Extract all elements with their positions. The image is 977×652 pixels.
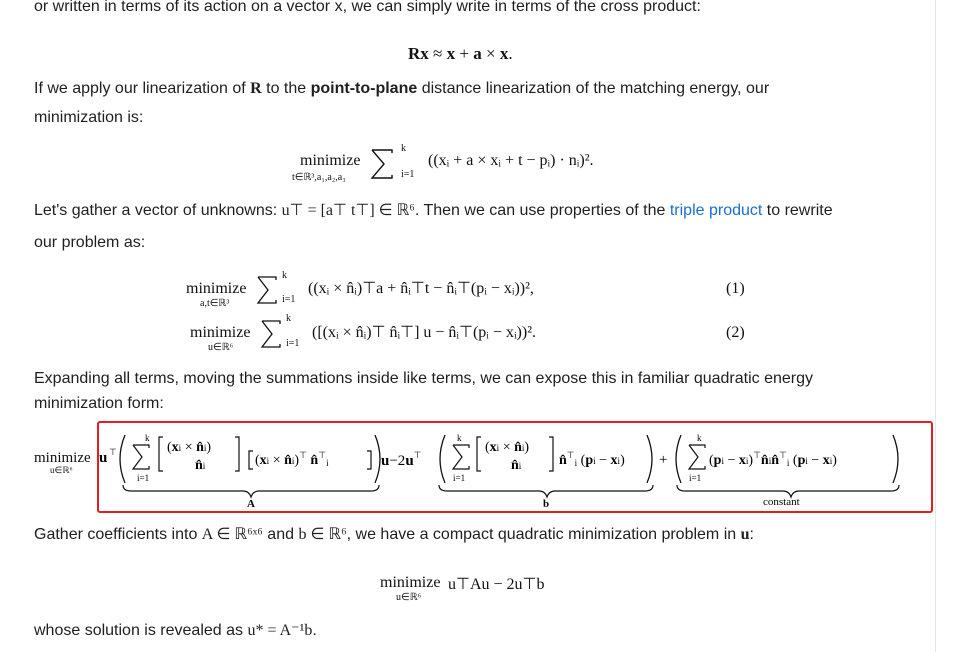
eq2-tag: (2) [726, 324, 745, 341]
eq2-subscript: u∈ℝ⁶ [208, 342, 234, 353]
brace-label-constant: constant [763, 496, 800, 508]
eq1-minimize-word: minimize [186, 280, 247, 297]
triple-product-link[interactable]: triple product [669, 202, 763, 219]
sum-lower: i=1 [401, 169, 415, 180]
eq2-body: ([(xᵢ × n̂ᵢ)⊤ n̂ᵢ⊤] u − n̂ᵢ⊤(pᵢ − xᵢ))². [312, 324, 537, 341]
equation-cross-product: Rx ≈ x + a × x. [408, 44, 513, 63]
svg-text:n̂⊤i (pi − xi): $n̂^⊤_i$ (pi − xi) [559, 450, 625, 468]
big-eq-minimize-word: minimize [34, 450, 91, 466]
paragraph-gather-line2: our problem as: [34, 234, 146, 251]
svg-text:(pi − xi)⊤n̂in̂⊤i (pi − xi): $(pi - xi)^⊤n̂in̂^⊤_i$ (pi − xi) [709, 450, 837, 468]
svg-text:i=1: i=1 [689, 473, 702, 483]
paragraph-expanding-line2: minimization form: [34, 395, 164, 412]
svg-text:(xi × n̂i): (xi × n̂i) [167, 440, 212, 455]
paragraph-cross-product: or written in terms of its action on a vector x, we can simply write in terms of the cross product: [34, 0, 701, 15]
final-eq-minimize-word: minimize [380, 574, 441, 591]
big-eq-subscript: u∈ℝ⁶ [50, 465, 73, 475]
paragraph-expanding: Expanding all terms, moving the summations inside like terms, we can expose this in familiar quadratic energy [34, 370, 814, 387]
minimize-subscript: t∈ℝ³,a₁,a₂,a₃ [292, 172, 346, 183]
svg-text:k: k [697, 433, 702, 443]
paragraph-solution: whose solution is revealed as u* = A⁻¹b. [34, 622, 317, 639]
svg-text:k: k [145, 433, 150, 443]
svg-text:u: u [99, 450, 108, 466]
svg-text:(xi × n̂i)⊤ n̂⊤i: (xi × n̂i)⊤ $n̂^⊤_i$ [255, 450, 329, 468]
svg-text:i=1: i=1 [137, 473, 150, 483]
eq2-summation [258, 316, 288, 352]
summation-symbol [368, 144, 428, 184]
eq1-tag: (1) [726, 280, 745, 297]
brace-label-b: b [543, 498, 550, 510]
sum-upper: k [401, 143, 406, 154]
eq1-summation [254, 272, 284, 308]
svg-text:⊤: ⊤ [109, 447, 117, 457]
final-eq-subscript: u∈ℝ⁶ [396, 592, 422, 603]
paragraph-apply-linearization: If we apply our linearization of R to the point-to-plane distance linearization of the matching energy, our [34, 80, 770, 97]
final-eq-body: u⊤Au − 2u⊤b [448, 576, 545, 593]
svg-text:+: + [659, 452, 668, 468]
eq1-sum-lower: i=1 [282, 294, 296, 305]
eq1-subscript: a,t∈ℝ³ [200, 298, 230, 309]
equation-minimize-energy [300, 152, 360, 170]
highlight-box [97, 421, 933, 513]
paragraph-gather-unknowns: Let's gather a vector of unknowns: u⊤ = [a⊤ t⊤] ∈ ℝ⁶. Then we can use properties of the triple product to rewrite [34, 202, 833, 219]
scrollbar-track[interactable] [935, 0, 936, 652]
paragraph-gather-coefficients: Gather coefficients into A ∈ ℝ⁶ˣ⁶ and b ∈ ℝ⁶, we have a compact quadratic minimization problem in u: [34, 526, 754, 543]
minimize-word: minimize [300, 152, 361, 169]
svg-text:u−2u⊤: u−2u⊤ [381, 450, 422, 469]
svg-text:k: k [457, 433, 462, 443]
eq2-sum-lower: i=1 [286, 338, 300, 349]
minimize-body: ((xᵢ + a × xᵢ + t − pᵢ) · nᵢ)². [428, 152, 594, 169]
eq1-body: ((xᵢ × n̂ᵢ)⊤a + n̂ᵢ⊤t − n̂ᵢ⊤(pᵢ − xᵢ))², [308, 280, 534, 297]
brace-label-A: A [247, 498, 255, 510]
svg-text:i=1: i=1 [453, 473, 466, 483]
paragraph-apply-line2: minimization is: [34, 109, 144, 126]
eq2-minimize-word: minimize [190, 324, 251, 341]
svg-text:(xi × n̂i): (xi × n̂i) [485, 440, 530, 455]
svg-text:n̂i: n̂i [511, 458, 522, 473]
eq1-sum-upper: k [282, 270, 287, 281]
svg-text:n̂i: n̂i [195, 458, 206, 473]
eq2-sum-upper: k [286, 313, 291, 324]
